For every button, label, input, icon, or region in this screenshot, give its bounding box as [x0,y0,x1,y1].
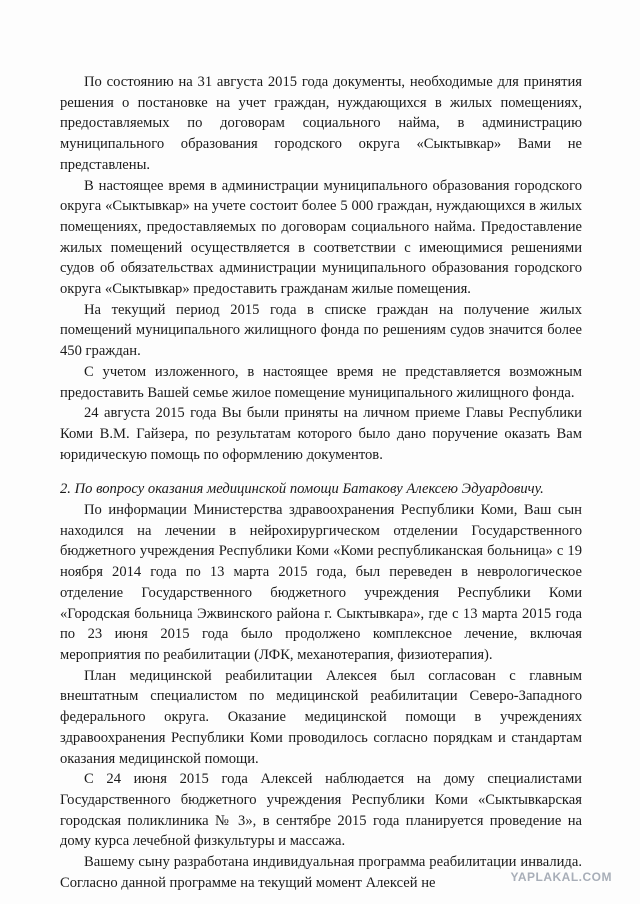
paragraph-housing-conclusion: С учетом изложенного, в настоящее время не представляется возможным предоставить Вашей семье жилое помещение муниципального жилищного фонда. [60,363,582,401]
letter-body [60,72,582,893]
paragraph-rehabilitation-plan: План медицинской реабилитации Алексея был согласован с главным внештатным специалистом по медицинской реабилитации Северо-Западного федерального округа. Оказание медицинской помощи в учреждениях здравоохранения Республики Коми проводилось согласно порядкам и стандартам оказания медицинской помощи. [60,667,582,767]
paragraph-personal-reception: 24 августа 2015 года Вы были приняты на личном приеме Главы Республики Коми В.М. Гайзера, по результатам которого было дано поручение оказать Вам юридическую помощь по оформлению документов. [60,405,582,463]
watermark: YAPLAKAL.COM [510,870,612,884]
paragraph-housing-queue: В настоящее время в администрации муниципального образования городского округа «Сыктывкар» на учете состоит более 5 000 граждан, нуждающихся в жилых помещениях, предоставляемых по договорам социального найма. Предоставление жилых помещений осуществляется в соответствии с имеющимися решениями судов об обязательствах администрации муниципального образования городского округа «Сыктывкар» предоставить гражданам жилые помещения. [60,177,582,298]
paragraph-home-observation: С 24 июня 2015 года Алексей наблюдается на дому специалистами Государственного бюджетного учреждения Республики Коми «Сыктывкарская городская поликлиника № 3», в сентябре 2015 года планируется проведение на дому курса лечебной физкультуры и массажа. [60,771,582,850]
paragraph-treatment-history: По информации Министерства здравоохранения Республики Коми, Ваш сын находился на лечении в нейрохирургическом отделении Государственного бюджетного учреждения Республики Коми «Коми республиканская больница» с 19 ноября 2014 года по 13 марта 2015 года, был переведен в неврологическое отделение Государственного бюджетного учреждения Республики Коми «Городская больница Эжвинского района г. Сыктывкара», где с 13 марта 2015 года по 23 июня 2015 года было продолжено комплексное лечение, включая мероприятия по реабилитации (ЛФК, механотерапия, физиотерапия). [60,502,582,663]
paragraph-individual-program: Вашему сыну разработана индивидуальная программа реабилитации инвалида. Согласно данной программе на текущий момент Алексей не [60,854,582,891]
section-heading-medical: 2. По вопросу оказания медицинской помощи Батакову Алексею Эдуардовичу. [60,481,544,498]
paragraph-court-decisions: На текущий период 2015 года в списке граждан на получение жилых помещений муниципального жилищного фонда по решениям судов значится более 450 граждан. [60,301,582,360]
paragraph-housing-documents: По состоянию на 31 августа 2015 года документы, необходимые для принятия решения о постановке на учет граждан, нуждающихся в жилых помещениях, предоставляемых по договорам социального найма, в администрацию муниципального образования городского округа «Сыктывкар» Вами не представлены. [60,74,582,173]
